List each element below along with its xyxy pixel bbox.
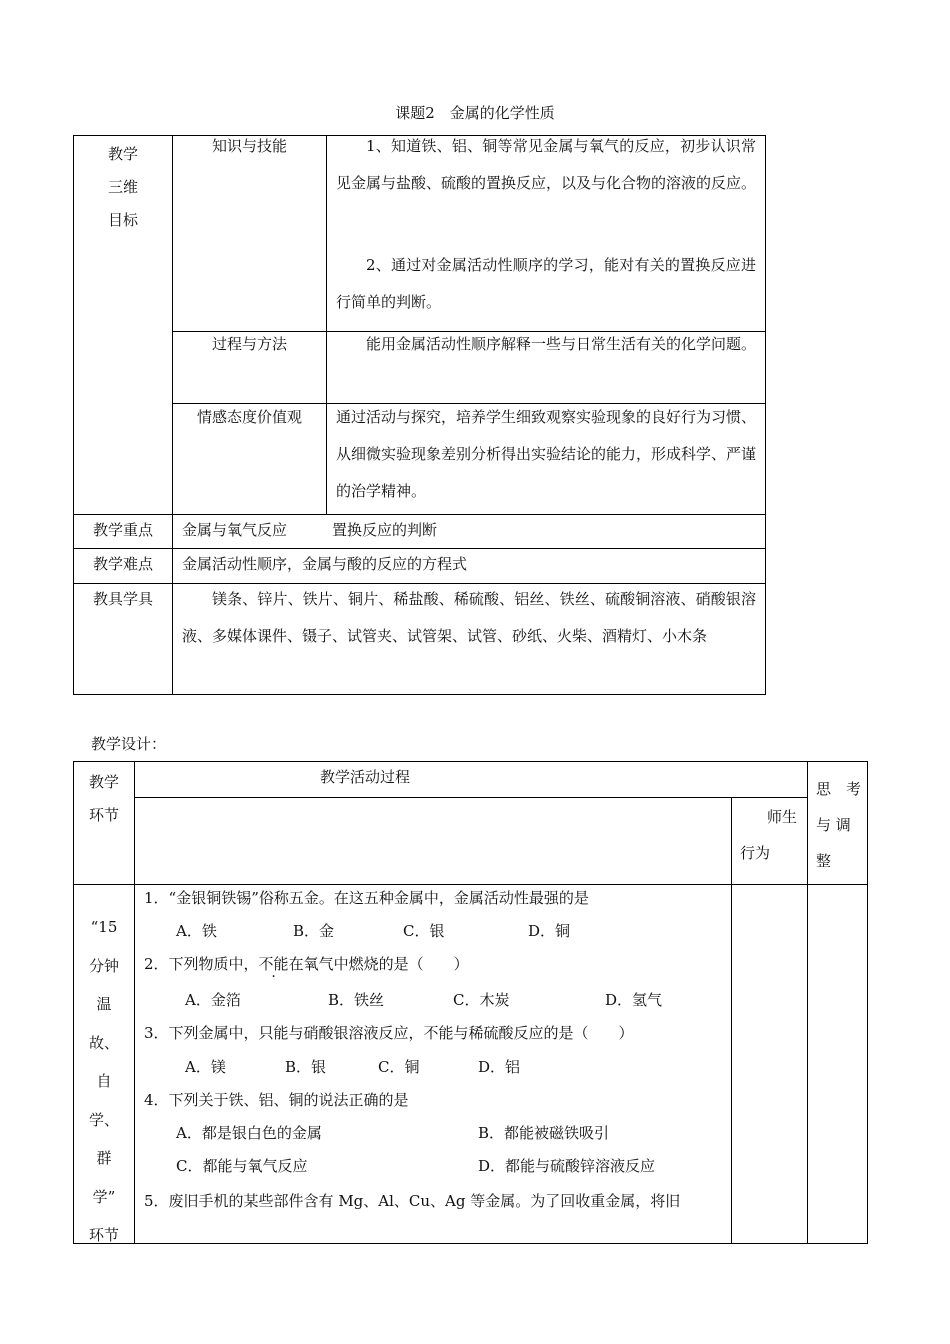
- attitude-text: 通过活动与探究，培养学生细致观察实验现象的良好行为习惯、从细微实验现象差别分析得出实验结论的能力，形成科学、严谨的治学精神。: [336, 408, 757, 500]
- q2-prefix: 2．下列物质中，: [144, 955, 259, 973]
- q2-option-b: B．铁丝: [328, 991, 385, 1009]
- question-5: 5．废旧手机的某些部件含有 Mg、Al、Cu、Ag 等金属。为了回收重金属，将旧: [144, 1192, 681, 1210]
- knowledge-label: 知识与技能: [211, 137, 287, 155]
- col-behavior-line: 行为: [740, 844, 771, 862]
- q4-option-a: A．都是银白色的金属: [176, 1124, 322, 1142]
- q4-option-d: D．都能与硫酸锌溶液反应: [478, 1157, 656, 1175]
- q4-option-c: C．都能与氧气反应: [176, 1157, 308, 1175]
- q4-option-b: B．都能被磁铁吸引: [478, 1124, 610, 1142]
- design-heading: 教学设计：: [91, 735, 167, 753]
- objectives-row-label: [74, 138, 172, 237]
- col-adjust-line: 与 调: [816, 816, 851, 834]
- key-points-text: 金属与氧气反应 置换反应的判断: [182, 521, 438, 539]
- q2-option-c: C．木炭: [453, 991, 510, 1009]
- q1-option-a: A．铁: [176, 922, 217, 940]
- stage-name-line: “15: [90, 918, 118, 936]
- key-points-label: 教学重点: [92, 521, 153, 539]
- q2-option-d: D．氢气: [605, 991, 663, 1009]
- stage-name-line: 群: [96, 1149, 112, 1167]
- attitude-label: 情感态度价值观: [196, 408, 302, 426]
- difficulties-text: 金属活动性顺序，金属与酸的反应的方程式: [182, 555, 468, 573]
- q3-option-b: B．银: [285, 1058, 327, 1076]
- stage-name-line: 温: [96, 995, 112, 1013]
- q1-option-c: C．银: [403, 922, 445, 940]
- q1-option-b: B．金: [293, 922, 335, 940]
- tools-label: 教具学具: [92, 590, 153, 608]
- objectives-label-line: 目标: [107, 211, 138, 229]
- question-1: 1．“金银铜铁锡”俗称五金。在这五种金属中，金属活动性最强的是: [144, 889, 589, 907]
- stage-name-line: 自: [96, 1072, 112, 1090]
- col-adjust-line: 整: [816, 852, 832, 870]
- col-stage-header: [74, 766, 134, 832]
- q2-emphasis: 不能: [258, 955, 289, 973]
- knowledge-text-2: 2、通过对金属活动性顺序的学习，能对有关的置换反应进行简单的判断。: [336, 256, 756, 311]
- col-behavior-header: [740, 799, 800, 871]
- stage-name: [74, 908, 134, 1255]
- col-process-header: 教学活动过程: [320, 768, 411, 786]
- q2-option-a: A．金箔: [185, 991, 241, 1009]
- objectives-label-line: 教学: [107, 145, 138, 163]
- process-label: 过程与方法: [211, 335, 287, 353]
- objectives-label-line: 三维: [107, 178, 138, 196]
- q2-suffix: 在氧气中燃烧的是（ ）: [288, 955, 469, 973]
- process-text: 能用金属活动性顺序解释一些与日常生活有关的化学问题。: [366, 335, 757, 353]
- stage-name-line: 故、: [88, 1033, 119, 1052]
- tools-text: 镁条、锌片、铁片、铜片、稀盐酸、稀硫酸、铝丝、铁丝、硫酸铜溶液、硝酸银溶液、多媒体课件、镊子、试管夹、试管架、试管、砂纸、火柴、酒精灯、小木条: [182, 590, 756, 645]
- q3-option-d: D．铝: [478, 1058, 521, 1076]
- col-adjust-header: [816, 771, 866, 879]
- stage-name-line: 学”: [92, 1187, 116, 1206]
- q1-option-d: D．铜: [528, 922, 571, 940]
- question-4: 4．下列关于铁、铝、铜的说法正确的是: [144, 1091, 409, 1109]
- col-adjust-line: 思 考: [816, 780, 862, 798]
- question-3: 3．下列金属中，只能与硝酸银溶液反应，不能与稀硫酸反应的是（ ）: [144, 1024, 634, 1042]
- col-stage-line: 环节: [88, 806, 119, 824]
- knowledge-text-1: 1、知道铁、铝、铜等常见金属与氧气的反应，初步认识常见金属与盐酸、硫酸的置换反应，以及与化合物的溶液的反应。: [336, 137, 757, 192]
- stage-name-line: 学、: [88, 1110, 119, 1129]
- q3-option-a: A．镁: [185, 1058, 226, 1076]
- col-stage-line: 教学: [88, 773, 119, 791]
- question-2: [144, 954, 469, 974]
- difficulties-label: 教学难点: [92, 555, 153, 573]
- stage-name-line: 环节: [88, 1226, 119, 1244]
- page-title: 课题2 金属的化学性质: [395, 104, 555, 122]
- col-behavior-line: 师生: [766, 808, 797, 826]
- q3-option-c: C．铜: [378, 1058, 420, 1076]
- stage-name-line: 分钟: [88, 956, 119, 975]
